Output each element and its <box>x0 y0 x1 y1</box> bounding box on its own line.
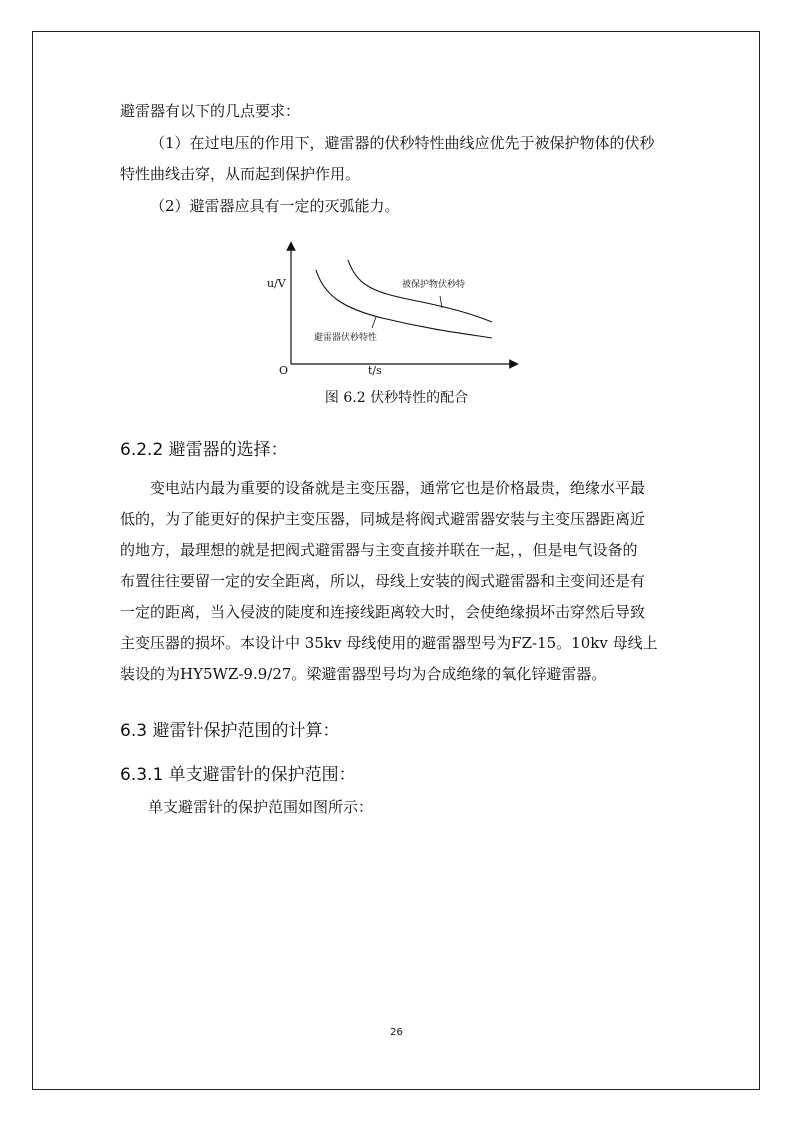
x-axis-label: t/s <box>368 364 382 377</box>
paragraph-line: 主变压器的损坏。本设计中 35kv 母线使用的避雷器型号为FZ-15。10kv 母线上 <box>120 634 658 652</box>
requirement-2: （2）避雷器应具有一定的灭弧能力。 <box>150 197 400 215</box>
y-axis-label: u/V <box>267 277 286 290</box>
paragraph-line: 一定的距离，当入侵波的陡度和连接线距离较大时，会使绝缘损坏击穿然后导致 <box>120 603 646 621</box>
protected-curve-label: 被保护物伏秒特 <box>402 280 466 290</box>
volt-second-figure <box>262 240 522 380</box>
origin-label: O <box>279 364 289 377</box>
section-6-2-2-heading: 6.2.2 避雷器的选择： <box>120 440 288 460</box>
arrester-curve-label: 避雷器伏秒特性 <box>314 333 378 343</box>
paragraph-line: 布置往往要留一定的安全距离，所以，母线上安装的阀式避雷器和主变间还是有 <box>120 572 646 590</box>
paragraph-line: 装设的为HY5WZ-9.9/27。梁避雷器型号均为合成绝缘的氧化锌避雷器。 <box>120 665 607 683</box>
protected-object-curve <box>348 260 492 322</box>
section-6-3-1-heading: 6.3.1 单支避雷针的保护范围： <box>120 765 356 785</box>
page-number: 26 <box>390 1027 403 1038</box>
requirement-1-line-2: 特性曲线击穿，从而起到保护作用。 <box>120 165 361 183</box>
arrester-label-leader <box>372 317 376 328</box>
section-6-3-heading: 6.3 避雷针保护范围的计算： <box>120 721 340 741</box>
paragraph-line: 低的，为了能更好的保护主变压器，同城是将阀式避雷器安装与主变压器距离近 <box>120 510 646 528</box>
paragraph-line: 的地方，最理想的就是把阀式避雷器与主变直接并联在一起，，但是电气设备的 <box>120 541 638 559</box>
figure-caption: 图 6.2 伏秒特性的配合 <box>324 390 469 406</box>
page-border <box>32 31 760 1090</box>
paragraph-line: 变电站内最为重要的设备就是主变压器，通常它也是价格最贵，绝缘水平最 <box>150 479 646 497</box>
section-6-3-1-text: 单支避雷针的保护范围如图所示： <box>148 798 374 816</box>
intro-lead: 避雷器有以下的几点要求： <box>120 102 301 120</box>
requirement-1-line-1: （1）在过电压的作用下，避雷器的伏秒特性曲线应优先于被保护物体的伏秒 <box>150 134 655 152</box>
